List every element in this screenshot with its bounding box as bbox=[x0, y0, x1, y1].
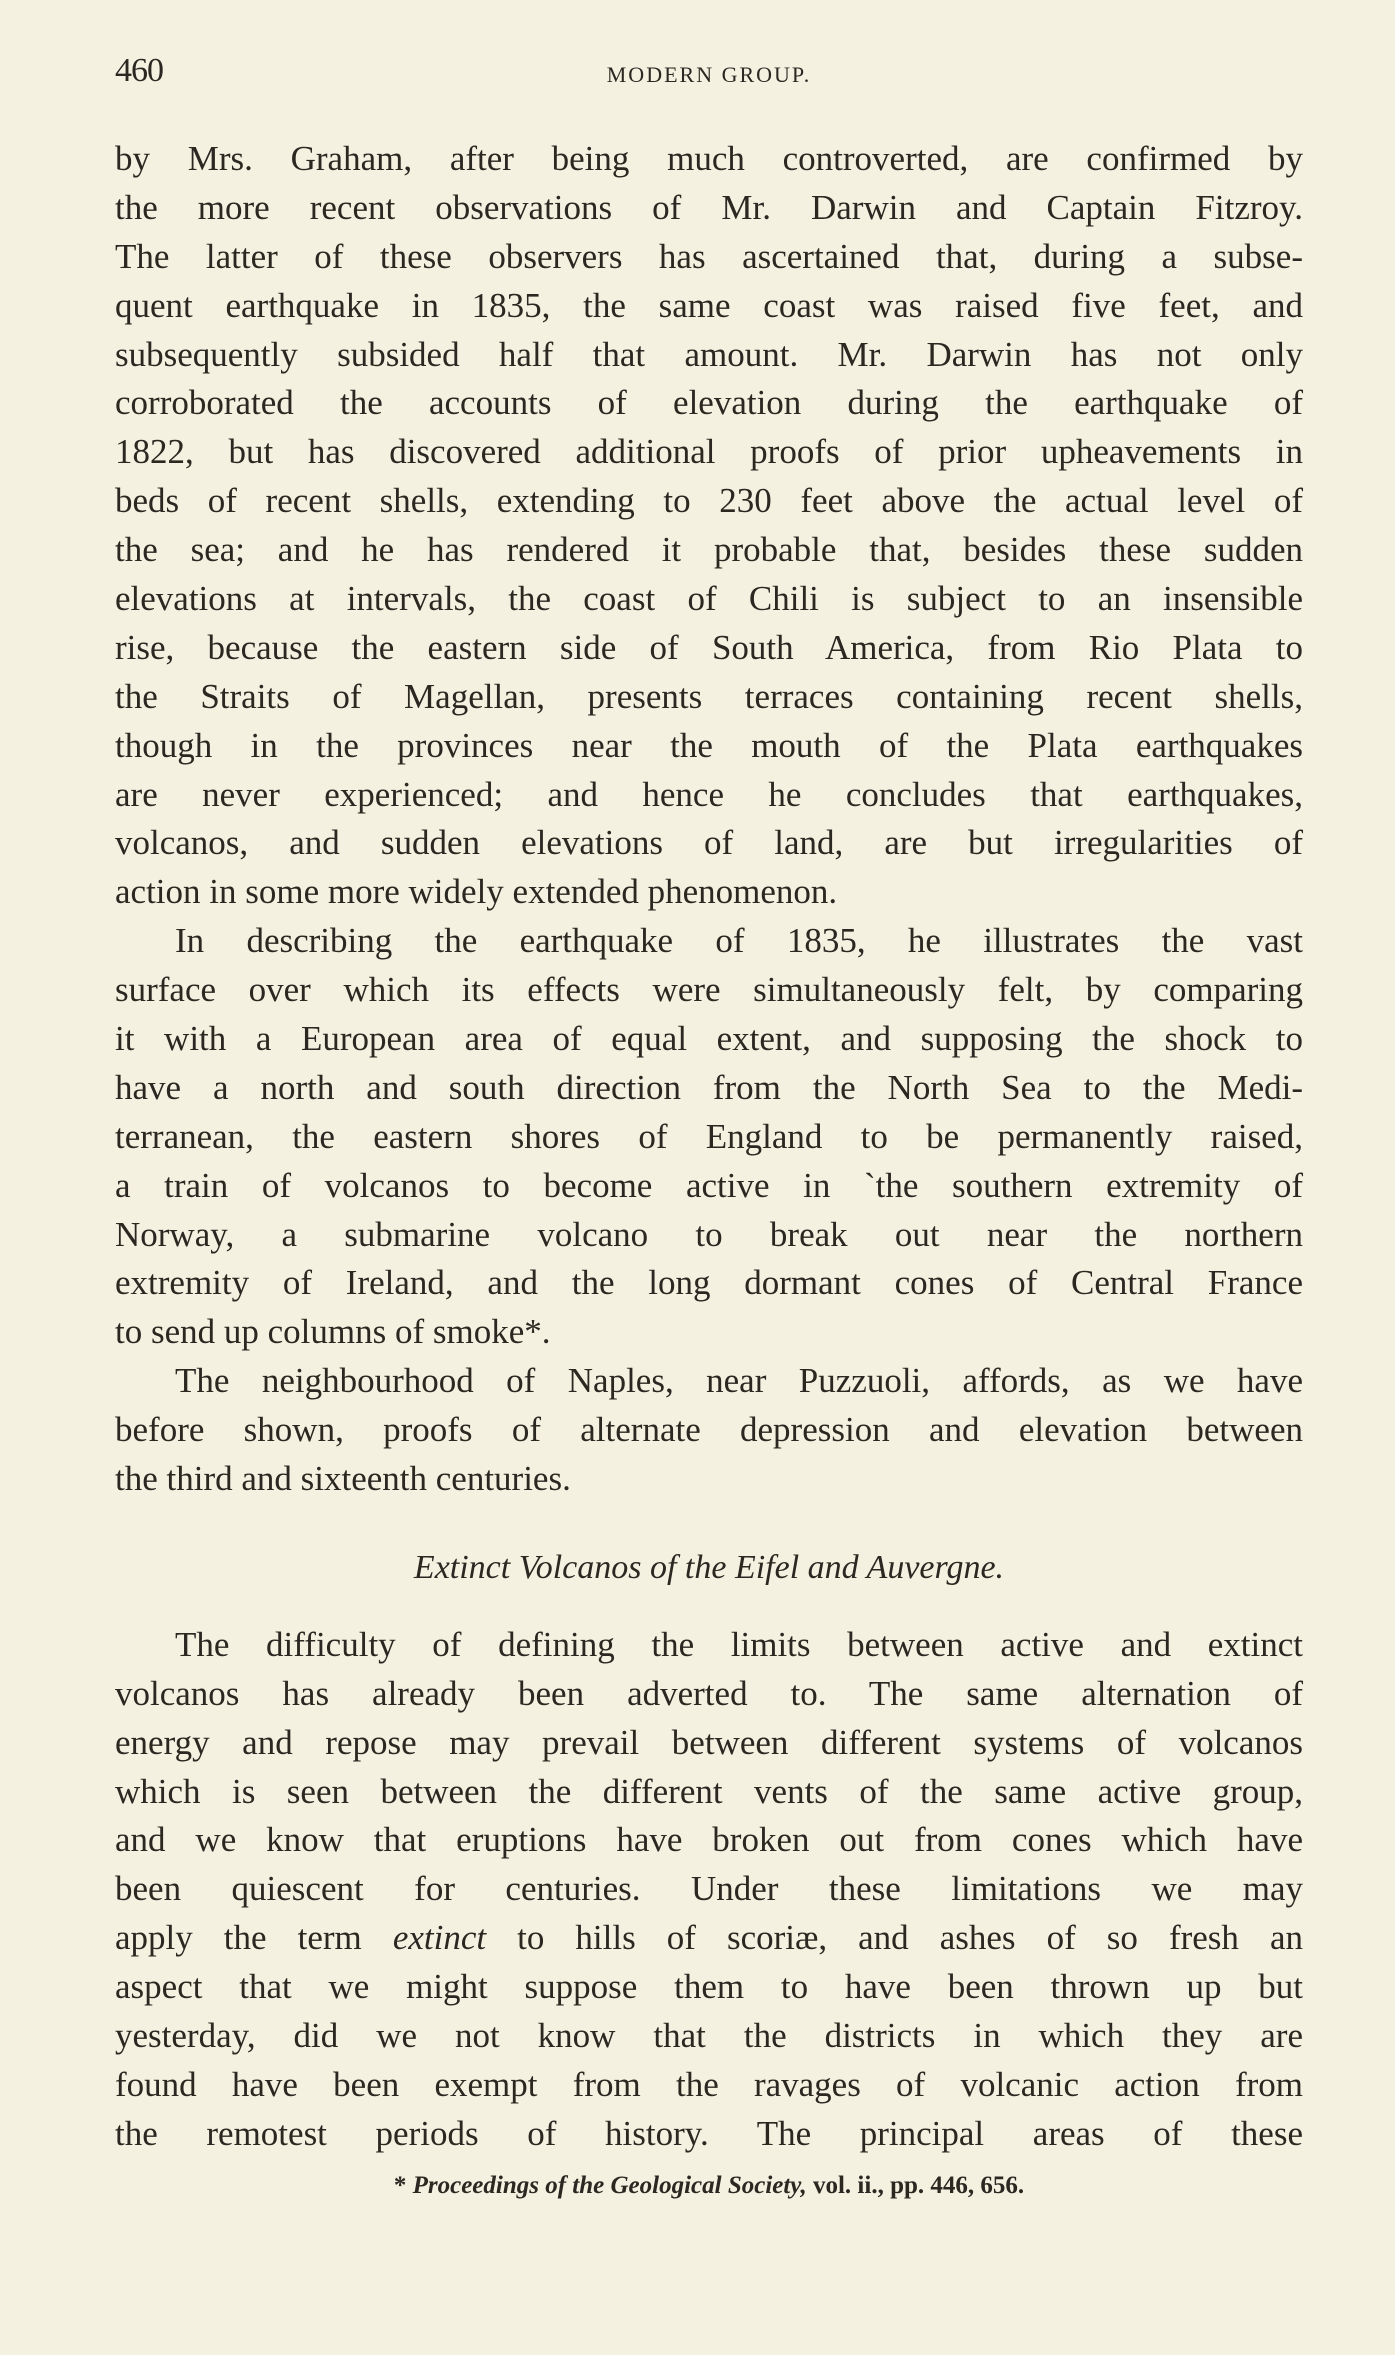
text-line: energy and repose may prevail between different systems of volcanos bbox=[115, 1722, 1303, 1762]
text-line: beds of recent shells, extending to 230 feet above the actual level of bbox=[115, 481, 1303, 521]
text-line: The latter of these observers has ascertained that, during a subse- bbox=[115, 236, 1303, 276]
text-line: are never experienced; and hence he concludes that earthquakes, bbox=[115, 774, 1303, 814]
text-line: the third and sixteenth centuries. bbox=[115, 1459, 571, 1499]
text-line bbox=[115, 1914, 1303, 1963]
footnote-title: Proceedings of the Geological Society, bbox=[412, 2172, 807, 2199]
text-line: yesterday, did we not know that the districts in which they are bbox=[115, 2015, 1303, 2055]
text-line: it with a European area of equal extent, and supposing the shock to bbox=[115, 1019, 1303, 1059]
text-line: subsequently subsided half that amount. Mr. Darwin has not only bbox=[115, 334, 1303, 374]
text-line: extremity of Ireland, and the long dormant cones of Central France bbox=[115, 1263, 1303, 1303]
text-line: been quiescent for centuries. Under these limitations we may bbox=[115, 1869, 1303, 1909]
text-line: the remotest periods of history. The principal areas of these bbox=[115, 2113, 1303, 2153]
text-line: 1822, but has discovered additional proofs of prior upheavements in bbox=[115, 432, 1303, 472]
text-line: have a north and south direction from the North Sea to the Medi- bbox=[115, 1067, 1303, 1107]
paragraphs bbox=[115, 135, 1303, 1504]
text-fragment: apply the term bbox=[115, 1918, 393, 1958]
text-line: the more recent observations of Mr. Darwin and Captain Fitzroy. bbox=[115, 187, 1303, 227]
text-fragment: to hills of scoriæ, and ashes of so fresh an bbox=[486, 1918, 1303, 1958]
text-line: terranean, the eastern shores of England to be permanently raised, bbox=[115, 1116, 1303, 1156]
section-paragraph bbox=[115, 1621, 1303, 2159]
page-number: 460 bbox=[115, 52, 163, 89]
text-line: by Mrs. Graham, after being much controverted, are confirmed by bbox=[115, 139, 1303, 178]
footnote-marker: * bbox=[393, 2172, 413, 2199]
text-line: volcanos, and sudden elevations of land, are but irregularities of bbox=[115, 823, 1303, 863]
text-line: quent earthquake in 1835, the same coast was raised five feet, and bbox=[115, 285, 1303, 325]
running-title: MODERN GROUP. bbox=[606, 62, 812, 87]
text-line: elevations at intervals, the coast of Chili is subject to an insensible bbox=[115, 579, 1303, 619]
text-line: The difficulty of defining the limits between active and extinct bbox=[175, 1624, 1303, 1664]
running-head bbox=[115, 52, 1303, 92]
text-line: The neighbourhood of Naples, near Puzzuoli, affords, as we have bbox=[175, 1361, 1303, 1401]
text-line: In describing the earthquake of 1835, he illustrates the vast bbox=[175, 921, 1303, 961]
footnote-citation: vol. ii., pp. 446, 656. bbox=[806, 2172, 1025, 2199]
text-line: though in the provinces near the mouth of the Plata earthquakes bbox=[115, 725, 1303, 765]
body-text bbox=[115, 135, 1303, 2159]
text-line: Norway, a submarine volcano to break out near the northern bbox=[115, 1214, 1303, 1254]
text-line: to send up columns of smoke*. bbox=[115, 1312, 551, 1352]
text-line: rise, because the eastern side of South America, from Rio Plata to bbox=[115, 627, 1303, 667]
text-line: volcanos has already been adverted to. The same alternation of bbox=[115, 1673, 1303, 1713]
text-line: which is seen between the different vents of the same active group, bbox=[115, 1771, 1303, 1811]
text-line: the Straits of Magellan, presents terraces containing recent shells, bbox=[115, 676, 1303, 716]
text-line: corroborated the accounts of elevation during the earthquake of bbox=[115, 383, 1303, 423]
section-heading: Extinct Volcanos of the Eifel and Auvergne. bbox=[413, 1548, 1005, 1586]
text-line: surface over which its effects were simultaneously felt, by comparing bbox=[115, 970, 1303, 1010]
emphasized-term: extinct bbox=[392, 1918, 487, 1958]
footnote bbox=[115, 2172, 1303, 2200]
text-line: action in some more widely extended phenomenon. bbox=[115, 872, 838, 912]
text-line: and we know that eruptions have broken out from cones which have bbox=[115, 1820, 1303, 1860]
text-line: before shown, proofs of alternate depression and elevation between bbox=[115, 1410, 1303, 1450]
text-line: aspect that we might suppose them to have been thrown up but bbox=[115, 1967, 1303, 2007]
text-line: found have been exempt from the ravages of volcanic action from bbox=[115, 2064, 1303, 2104]
text-line: a train of volcanos to become active in `the southern extremity of bbox=[115, 1165, 1303, 1205]
text-line: the sea; and he has rendered it probable that, besides these sudden bbox=[115, 530, 1303, 570]
